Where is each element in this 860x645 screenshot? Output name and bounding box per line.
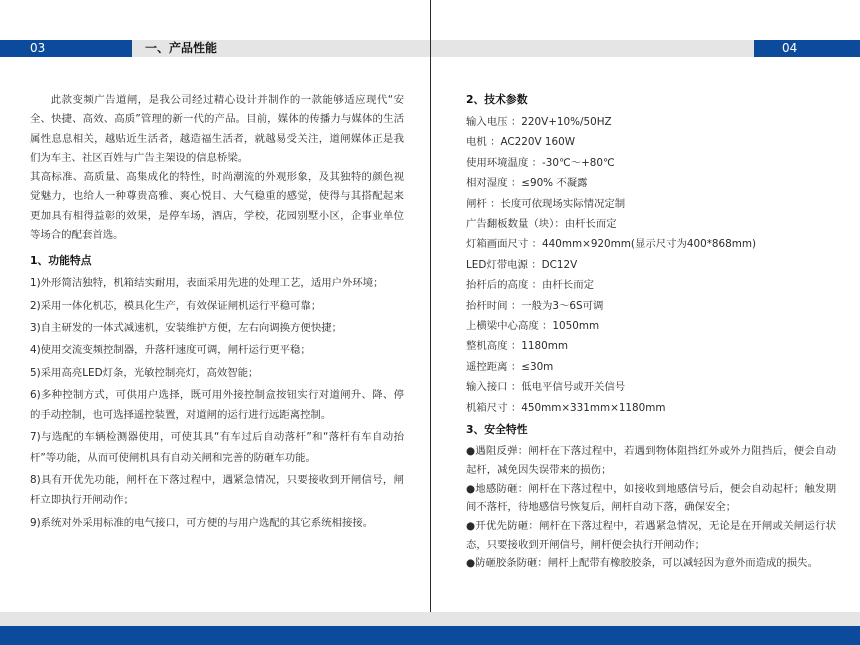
params-heading: 2、技术参数 — [466, 93, 528, 106]
safety-item: ●开优先防砸：闸杆在下落过程中，若遇紧急情况，无论是在开闸或关闸运行状态，只要接收到开闸信号，闸杆便会执行开闸动作； — [466, 519, 836, 551]
feature-item: 1)外形简洁独特，机箱结实耐用，表面采用先进的处理工艺，适用户外环境； — [30, 277, 384, 290]
intro-paragraph-1: 此款变频广告道闸，是我公司经过精心设计并制作的一款能够适应现代“安全、快捷、高效、高质”管理的新一代的产品。目前，媒体的传播力与媒体的生活属性息息相关，越贴近生活者，越造福生活者，就越易受关注，道闸媒体正是我们为车主、社区百姓与广告主架设的信息桥梁。 — [30, 94, 404, 164]
param-item: 使用环境温度 ：-30℃～+80℃ — [466, 156, 615, 169]
section-title: 一、产品性能 — [145, 41, 218, 55]
param-item: 上横梁中心高度 ：1050mm — [466, 320, 600, 333]
feature-item: 2)采用一体化机芯，模具化生产，有效保证闸机运行平稳可靠； — [30, 299, 322, 312]
param-item: 机箱尺寸 ：450mm×331mm×1180mm — [466, 401, 666, 414]
param-item: 电机 ：AC220V 160W — [466, 136, 576, 149]
right-column — [466, 90, 836, 573]
feature-item: 4)使用交流变频控制器，升落杆速度可调，闸杆运行更平稳； — [30, 344, 311, 357]
param-item: 灯箱画面尺寸 ：440mm×920mm(显示尺寸为400*868mm) — [466, 238, 757, 251]
param-item: 广告翻板数量（块）：由杆长而定 — [466, 218, 617, 231]
param-item: 抬杆后的高度 ：由杆长而定 — [466, 279, 594, 292]
feature-item: 3)自主研发的一体式减速机，安装维护方便，左右向调换方便快捷； — [30, 321, 342, 334]
left-column — [30, 91, 404, 535]
left-page-number: 03 — [0, 40, 132, 57]
safety-item: ●地感防砸：闸杆在下落过程中，如接收到地感信号后，便会自动起杆；触发期间不落杆，待地感信号恢复后，闸杆自动下落，确保安全； — [466, 482, 836, 514]
feature-item: 9)系统对外采用标准的电气接口，可方便的与用户选配的其它系统相接接。 — [30, 516, 374, 529]
param-item: 整机高度 ：1180mm — [466, 340, 568, 353]
safety-item: ●防砸胶条防砸：闸杆上配带有橡胶胶条，可以减轻因为意外而造成的损失。 — [466, 557, 818, 570]
safety-item: ●遇阻反弹：闸杆在下落过程中，若遇到物体阻挡红外或外力阻挡后，便会自动起杆，减免因失误带来的损伤； — [466, 445, 836, 476]
param-item: 输入电压 ：220V+10%/50HZ — [466, 116, 612, 128]
right-page-number: 04 — [754, 40, 860, 57]
param-item: 遥控距离 ：≤30m — [466, 360, 554, 373]
feature-item: 6)多种控制方式，可供用户选择，既可用外接控制盒按钮实行对道闸升、降、停的手动控制，也可选择遥控装置，对道闸的运行进行远距离控制。 — [30, 388, 404, 422]
footer-blue-band — [0, 626, 860, 645]
feature-item: 5)采用高亮LED灯条，光敏控制亮灯，高效智能； — [30, 366, 259, 379]
page-spine-divider — [430, 0, 431, 645]
features-heading: 1、功能特点 — [30, 254, 92, 268]
footer-gray-band — [0, 612, 860, 626]
param-item: 抬杆时间 ：一般为3～6S可调 — [466, 299, 604, 312]
feature-item: 8)具有开优先功能，闸杆在下落过程中，遇紧急情况，只要接收到开闸信号，闸杆立即执行开闸动作； — [30, 474, 404, 507]
param-item: 闸杆 ：长度可依现场实际情况定制 — [466, 197, 626, 210]
intro-paragraph-2: 其高标准、高质量、高集成化的特性，时尚潮流的外观形象，及其独特的颜色视觉魅力，也给人一种尊贵高雅、爽心悦目、大气稳重的感觉，使得与其搭配起来更加具有相得益彰的效果，是停车场，酒店，学校，花园别墅小区，企事业单位等场合的配套首选。 — [30, 171, 404, 242]
param-item: 相对湿度 ：≤90% 不凝露 — [466, 177, 588, 190]
feature-item: 7)与选配的车辆检测器使用，可使其具“有车过后自动落杆”和“落杆有车自动抬杆”等功能，从而可使闸机具有自动关闸和完善的防砸车功能。 — [30, 431, 404, 464]
safety-heading: 3、安全特性 — [466, 423, 528, 437]
param-item: 输入接口 ：低电平信号或开关信号 — [466, 381, 626, 394]
param-item: LED灯带电源 ：DC12V — [466, 258, 578, 271]
